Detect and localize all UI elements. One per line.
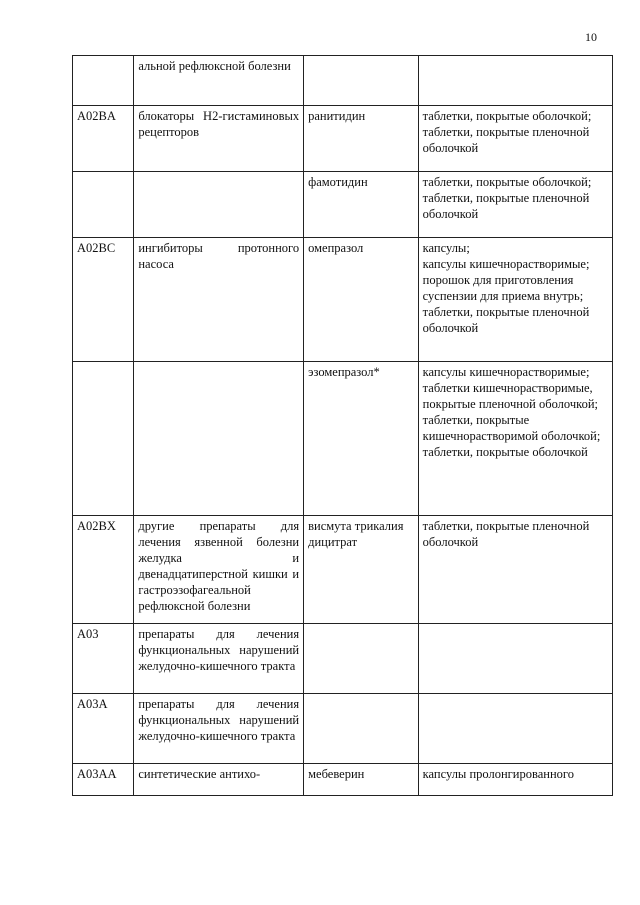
atc-code-cell: A02BX — [73, 516, 134, 624]
atc-code-cell — [73, 172, 134, 238]
drug-name-cell: фамотидин — [304, 172, 419, 238]
table-row — [73, 106, 613, 172]
dosage-form-item: таблетки кишечнорастворимые, покрытые пленочной оболочкой; — [422, 381, 598, 411]
pharmacological-group-cell — [134, 362, 304, 516]
table-row — [73, 694, 613, 764]
table-row — [73, 764, 613, 796]
pharmacological-group-cell: синтетические антихо- — [134, 764, 304, 796]
dosage-form-item: порошок для приготовления суспензии для приема внутрь; — [422, 273, 584, 303]
pharmacological-group-cell: препараты для лечения функциональных нарушений желудочно-кишечного тракта — [134, 624, 304, 694]
dosage-forms-cell — [418, 516, 612, 624]
dosage-form-item: таблетки, покрытые оболочкой — [422, 445, 588, 459]
table-row — [73, 624, 613, 694]
drug-name-cell: омепразол — [304, 238, 419, 362]
dosage-forms-cell — [418, 694, 612, 764]
dosage-form-item: таблетки, покрытые пленочной оболочкой — [422, 191, 590, 221]
table-row — [73, 516, 613, 624]
atc-code-cell: A02BC — [73, 238, 134, 362]
table-row — [73, 56, 613, 106]
dosage-form-item: капсулы пролонгированного — [422, 767, 574, 781]
dosage-forms-cell — [418, 764, 612, 796]
pharmacological-group-cell: блокаторы H2-гистаминовых рецепторов — [134, 106, 304, 172]
dosage-forms-cell — [418, 172, 612, 238]
dosage-form-item: капсулы кишечнорастворимые; — [422, 365, 590, 379]
pharmacological-group-cell: альной рефлюксной болезни — [134, 56, 304, 106]
dosage-form-item: таблетки, покрытые пленочной оболочкой — [422, 125, 590, 155]
table-body — [73, 56, 613, 796]
atc-code-cell: A03AA — [73, 764, 134, 796]
drug-name-cell: эзомепразол* — [304, 362, 419, 516]
dosage-form-item: таблетки, покрытые оболочкой; — [422, 109, 592, 123]
dosage-forms-cell — [418, 106, 612, 172]
atc-code-cell: A03 — [73, 624, 134, 694]
drug-name-cell: висмута трикалия дицитрат — [304, 516, 419, 624]
drug-name-cell: мебеверин — [304, 764, 419, 796]
table-row — [73, 362, 613, 516]
dosage-form-item: капсулы; — [422, 241, 470, 255]
table-row — [73, 172, 613, 238]
atc-code-cell: A03A — [73, 694, 134, 764]
pharmacological-group-cell: препараты для лечения функциональных нарушений желудочно-кишечного тракта — [134, 694, 304, 764]
dosage-form-item: таблетки, покрытые кишечнорастворимой оболочкой; — [422, 413, 601, 443]
dosage-form-item: таблетки, покрытые пленочной оболочкой — [422, 519, 590, 549]
medication-table — [72, 55, 613, 796]
drug-name-cell: ранитидин — [304, 106, 419, 172]
drug-name-cell — [304, 56, 419, 106]
drug-name-cell — [304, 624, 419, 694]
dosage-form-item: капсулы кишечнорастворимые; — [422, 257, 590, 271]
atc-code-cell — [73, 56, 134, 106]
dosage-forms-cell — [418, 238, 612, 362]
table-row — [73, 238, 613, 362]
dosage-forms-cell — [418, 624, 612, 694]
dosage-form-item: таблетки, покрытые пленочной оболочкой — [422, 305, 590, 335]
drug-name-cell — [304, 694, 419, 764]
atc-code-cell — [73, 362, 134, 516]
page-number: 10 — [585, 30, 597, 44]
dosage-forms-cell — [418, 362, 612, 516]
pharmacological-group-cell: другие препараты для лечения язвенной болезни желудка и двенадцатиперстной кишки и гастроэзофагеальной рефлюксной болезни — [134, 516, 304, 624]
atc-code-cell: A02BA — [73, 106, 134, 172]
pharmacological-group-cell — [134, 172, 304, 238]
dosage-form-item: таблетки, покрытые оболочкой; — [422, 175, 592, 189]
dosage-forms-cell — [418, 56, 612, 106]
pharmacological-group-cell: ингибиторы протонного насоса — [134, 238, 304, 362]
